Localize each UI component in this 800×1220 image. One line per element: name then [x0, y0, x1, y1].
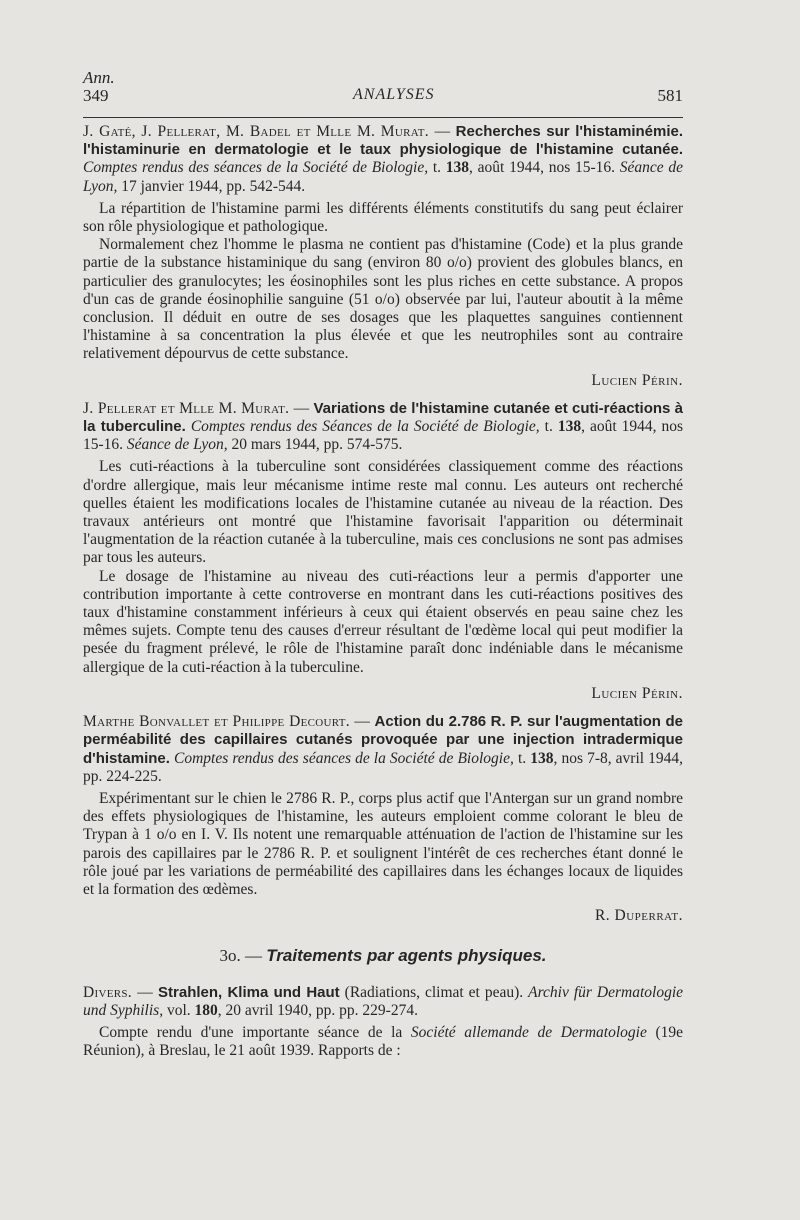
citation-seance: Séance de Lyon,: [83, 159, 684, 195]
abstract-entry: [83, 984, 683, 1061]
citation-authors: J. Pellerat et Mlle M. Murat. —: [83, 399, 310, 417]
para-text-start: Compte rendu d'une importante séance de la: [99, 1023, 403, 1041]
society-name: Société allemande de Dermatologie: [410, 1023, 647, 1041]
citation-ref: t.: [432, 159, 442, 177]
citation: [83, 400, 683, 455]
section-heading: [83, 947, 683, 965]
citation-volume: 138: [530, 749, 554, 767]
citation-volume: 138: [445, 159, 470, 177]
citation-source: Comptes rendus des Séances de la Société de Biologie,: [190, 418, 540, 436]
body-paragraph: Normalement chez l'homme le plasma ne contient pas d'histamine (Code) et la plus grande partie de la substance histaminique du sang (environ 80 o/o) provient des globules blancs, en particulier des granulocytes; les éosinophiles sont les plus riches en cette substance. A propos d'un cas de grande éosinophilie sanguine (51 o/o) observée par lui, l'auteur aboutit à la même conclusion. Il déduit en outre de ses dosages que les plaquettes sanguines contiennent l'histamine à sa concentration la plus élevée et que les neutrophiles sont au contraire relativement dépourvus de cette substance.: [83, 236, 683, 363]
body-paragraph: [83, 1024, 683, 1060]
section-number: 3o. —: [219, 946, 262, 966]
citation-title: Variations de l'histamine cutanée et cuti-réactions à la tuberculine.: [83, 399, 684, 436]
body-paragraph: Expérimentant sur le chien le 2786 R. P., corps plus actif que l'Antergan sur un grand nombre des effets physiologiques de l'histamine, les auteurs emploient comme colorant le bleu de Trypan à 1 o/o en I. V. Ils notent une remarquable atténuation de l'action de l'histamine sur les parois des capillaires par le 2786 R. P. et soulignent l'intérêt de ces recherches étant donné le rôle joué par les variations de perméabilité des capillaires dans les échanges locaux de liquides et la formation des œdèmes.: [83, 789, 683, 898]
citation-date-pages: 17 janvier 1944, pp. 542-544.: [121, 177, 306, 195]
reviewer-signature: R. Duperrat.: [594, 907, 683, 925]
section-header-title: ANALYSES: [353, 86, 435, 103]
section-title: Traitements par agents physiques.: [266, 946, 547, 966]
citation-ref: t.: [517, 749, 527, 767]
running-header: [83, 86, 683, 108]
citation-date-pages: , 20 avril 1940, pp. pp. 229-274.: [217, 1001, 418, 1019]
page-number: 581: [657, 86, 683, 105]
abstract-entry: [83, 123, 683, 390]
reviewer-signature: Lucien Périn.: [591, 684, 683, 702]
citation-authors: Marthe Bonvallet et Philippe Decourt. —: [83, 713, 371, 731]
citation: [83, 984, 683, 1020]
citation-translation: (Radiations, climat et peau).: [344, 983, 524, 1001]
volume-number: 349: [83, 86, 109, 105]
citation-volume: 138: [557, 418, 582, 436]
abstract-entry: [83, 713, 683, 925]
citation: [83, 123, 683, 196]
citation-volume: 180: [194, 1001, 218, 1019]
citation-date-pages: 20 mars 1944, pp. 574-575.: [231, 436, 403, 454]
body-paragraph: Le dosage de l'histamine au niveau des cuti-réactions leur a permis d'apporter une contribution importante à cette controverse en montrant dans les cuti-réactions positives des taux d'histamine constamment inférieurs à ceux qui étaient observés en peau saine chez les mêmes sujets. Compte tenu des causes d'erreur résultant de l'œdème local qui peut modifier la pesée du fragment prélevé, le rôle de l'histamine paraît donc indéniable dans le mécanisme allergique de la cuti-réaction à la tuberculine.: [83, 567, 683, 676]
journal-abbrev: Ann.: [83, 68, 115, 87]
citation-ref: vol.: [166, 1001, 191, 1019]
body-paragraph: La répartition de l'histamine parmi les différents éléments constitutifs du sang peut éclairer son rôle physiologique et pathologique.: [83, 199, 683, 236]
citation-title: Action du 2.786 R. P. sur l'augmentation de perméabilité des capillaires cutanés provoquée par une injection intradermique d'histamine.: [83, 713, 684, 767]
citation-ref: t.: [544, 418, 553, 436]
page-content: [83, 123, 683, 1060]
citation-title: Strahlen, Klima und Haut: [158, 983, 340, 1001]
citation-ref-rest: , août 1944, nos 15-16.: [83, 418, 684, 454]
citation: [83, 713, 683, 786]
citation-source: Comptes rendus des séances de la Société de Biologie,: [83, 159, 429, 177]
citation-source: Comptes rendus des séances de la Société de Biologie,: [174, 749, 514, 767]
body-paragraph: Les cuti-réactions à la tuberculine sont considérées classiquement comme des réactions d'ordre allergique, mais leur mécanisme intime reste mal connu. Les auteurs ont recherché quelles étaient les modifications locales de l'histamine cutanée au niveau de la réaction. Des travaux antérieurs ont montré que l'histamine favorisait l'apparition ou déterminait l'augmentation de la réaction cutanée à la tuberculine, mais ces conclusions ne sont pas admises par tous les auteurs.: [83, 458, 683, 567]
citation-seance: Séance de Lyon,: [126, 436, 228, 454]
abstract-entry: [83, 400, 683, 703]
citation-source: Archiv für Dermatologie und Syphilis,: [83, 983, 684, 1019]
citation-ref-rest: ,: [553, 749, 558, 767]
citation-date-pages: nos 7-8, avril 1944, pp. 224-225.: [83, 749, 684, 785]
citation-authors: J. Gaté, J. Pellerat, M. Badel et Mlle M. Murat. —: [83, 123, 451, 140]
header-rule: [83, 117, 683, 118]
para-text-end: (19e Réunion), à Breslau, le 21 août 1939. Rapports de :: [83, 1023, 684, 1060]
citation-ref-rest: , août 1944, nos 15-16.: [469, 159, 616, 177]
reviewer-signature: Lucien Périn.: [591, 371, 683, 389]
citation-title: Recherches sur l'histaminémie. l'histaminurie en dermatologie et le taux physiologique de l'histamine cutanée.: [83, 123, 684, 159]
citation-authors: Divers. —: [83, 983, 154, 1001]
